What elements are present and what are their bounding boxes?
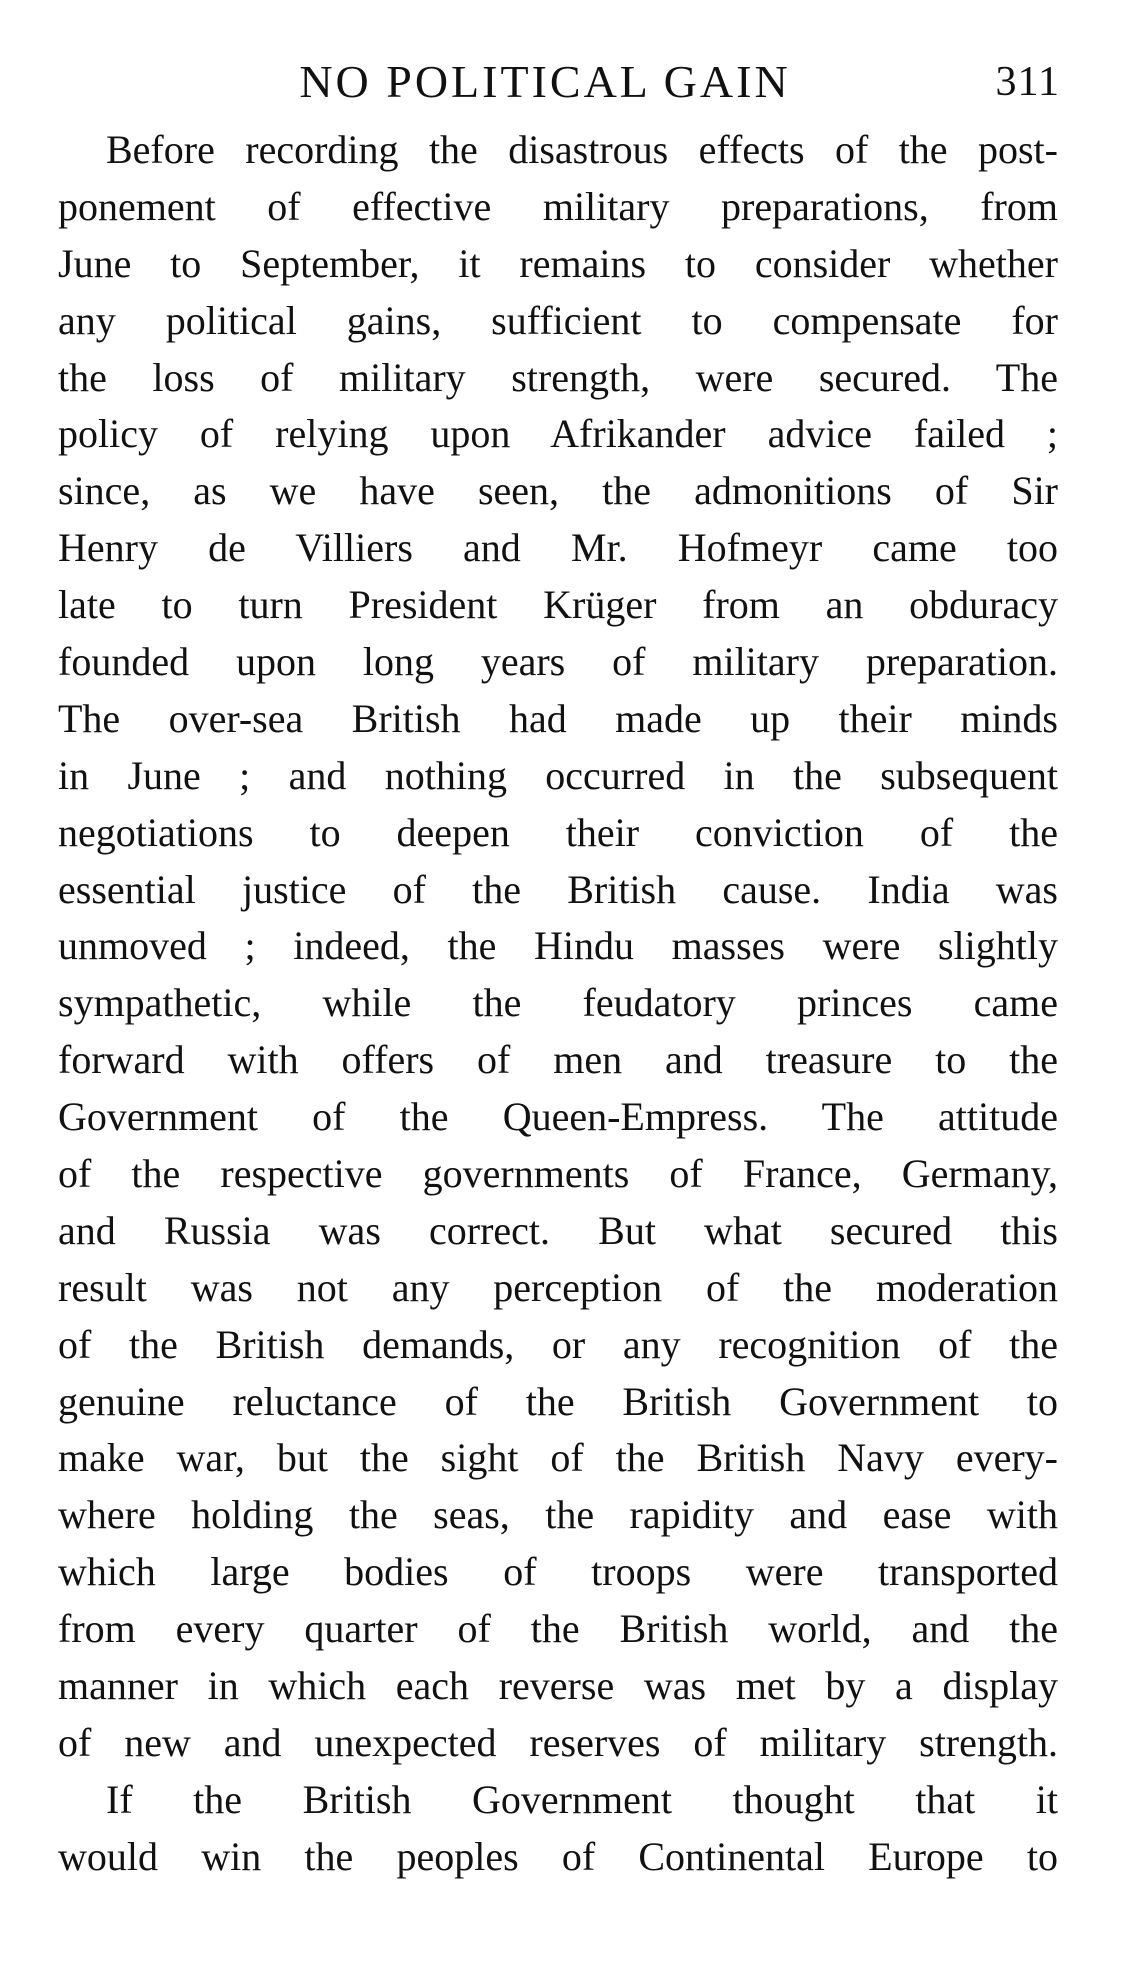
text-line: make war, but the sight of the British Navy every- xyxy=(58,1435,1058,1481)
text-line: Government of the Queen-Empress. The attitude xyxy=(58,1094,1058,1140)
text-line: of the respective governments of France, Germany, xyxy=(58,1151,1058,1197)
text-line: founded upon long years of military preparation. xyxy=(58,639,1058,685)
text-line: late to turn President Krüger from an obduracy xyxy=(58,582,1058,628)
text-line: negotiations to deepen their conviction of the xyxy=(58,809,1058,855)
text-line: of the British demands, or any recognition of the xyxy=(58,1321,1058,1367)
page-title: NO POLITICAL GAIN xyxy=(299,56,791,107)
text-line: in June ; and nothing occurred in the subsequent xyxy=(58,752,1058,798)
text-line: The over-sea British had made up their minds xyxy=(58,695,1058,741)
text-line: the loss of military strength, were secured. The xyxy=(58,354,1058,400)
text-line: and Russia was correct. But what secured this xyxy=(58,1207,1058,1253)
text-line: which large bodies of troops were transported xyxy=(58,1549,1058,1595)
text-line: essential justice of the British cause. India was xyxy=(58,866,1058,912)
text-line: from every quarter of the British world, and the xyxy=(58,1606,1058,1652)
text-line: manner in which each reverse was met by a display xyxy=(58,1663,1058,1709)
text-line: since, as we have seen, the admonitions of Sir xyxy=(58,468,1058,514)
text-line: any political gains, sufficient to compensate for xyxy=(58,297,1058,343)
text-line: Before recording the disastrous effects of the post- xyxy=(106,127,1058,172)
text-line: where holding the seas, the rapidity and ease with xyxy=(58,1492,1058,1538)
text-line: forward with offers of men and treasure to the xyxy=(58,1037,1058,1083)
text-line: Henry de Villiers and Mr. Hofmeyr came too xyxy=(58,525,1058,571)
page-number: 311 xyxy=(995,59,1060,105)
text-line: If the British Government thought that it xyxy=(106,1776,1058,1822)
paragraph-1 xyxy=(58,122,1058,1772)
paragraph-2 xyxy=(58,1772,1058,1886)
text-line: genuine reluctance of the British Government to xyxy=(58,1378,1058,1424)
text-line: June to September, it remains to consider whether xyxy=(58,240,1058,286)
text-line: unmoved ; indeed, the Hindu masses were slightly xyxy=(58,923,1058,969)
text-line: would win the peoples of Continental Europe to xyxy=(58,1833,1058,1879)
text-line: result was not any perception of the moderation xyxy=(58,1264,1058,1310)
body-text xyxy=(58,122,1058,1886)
text-line: sympathetic, while the feudatory princes came xyxy=(58,980,1058,1026)
text-line: of new and unexpected reserves of military strength. xyxy=(58,1719,1058,1765)
text-line: ponement of effective military preparations, from xyxy=(58,183,1058,229)
running-head xyxy=(60,52,1060,112)
text-line: policy of relying upon Afrikander advice failed ; xyxy=(58,411,1058,457)
